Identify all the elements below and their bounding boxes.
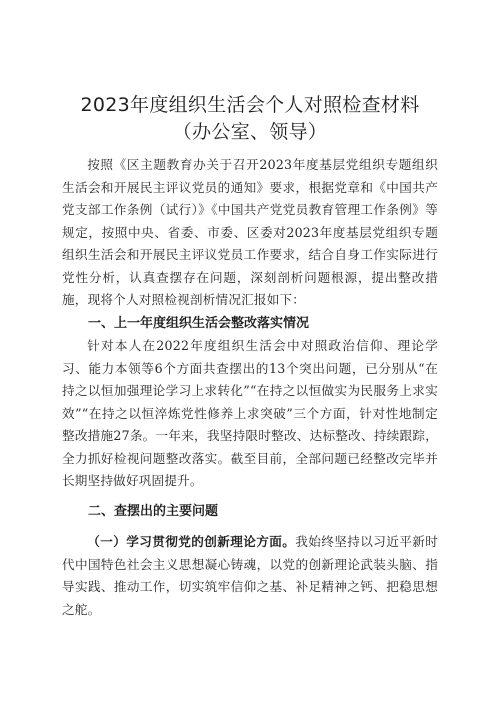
intro-paragraph: 按照《区主题教育办关于召开2023年度基层党组织专题组织生活会和开展民主评议党员的通知》要求，根据党章和《中国共产党支部工作条例（试行）》《中国共产党党员教育管理工作条例》等规定，按照中央、省委、市委、区委对2023年度基层党组织专题组织生活会和开展民主评议党员工作要求，结合自身工作实际进行党性分析，认真查摆存在问题，深刻剖析问题根源，提出整改措施，现将个人对照检视剖析情况汇报如下：: [62, 157, 438, 307]
section-2-subsection-1-paragraph: [62, 531, 438, 621]
section-1-paragraph: 针对本人在2022年度组织生活会中对照政治信仰、理论学习、能力本领等6个方面共查摆出的13个突出问题，已分别从“在持之以恒加强理论学习上求转化”“在持之以恒做实为民服务上求实效”“在持之以恒淬炼党性修养上求突破”三个方面，针对性地制定整改措施27条。一年来，我坚持限时整改、达标整改、持续跟踪，全力抓好检视问题整改落实。截至目前，全部问题已经整改完毕并长期坚持做好巩固提升。: [62, 338, 438, 488]
document-title: 2023年度组织生活会个人对照检查材料（办公室、领导）: [80, 94, 420, 143]
section-1-heading: 一、上一年度组织生活会整改落实情况: [88, 315, 310, 331]
subsection-1-lead: （一）学习贯彻党的创新理论方面。: [87, 534, 296, 549]
section-2-heading: 二、查摆出的主要问题: [88, 503, 219, 519]
subsection-1-body: 我始终坚持以习近平新时代中国特色社会主义思想凝心铸魂，以党的创新理论武装头脑、指导实践、推动工作，切实筑牢信仰之基、补足精神之钙、把稳思想之舵。: [62, 534, 439, 617]
